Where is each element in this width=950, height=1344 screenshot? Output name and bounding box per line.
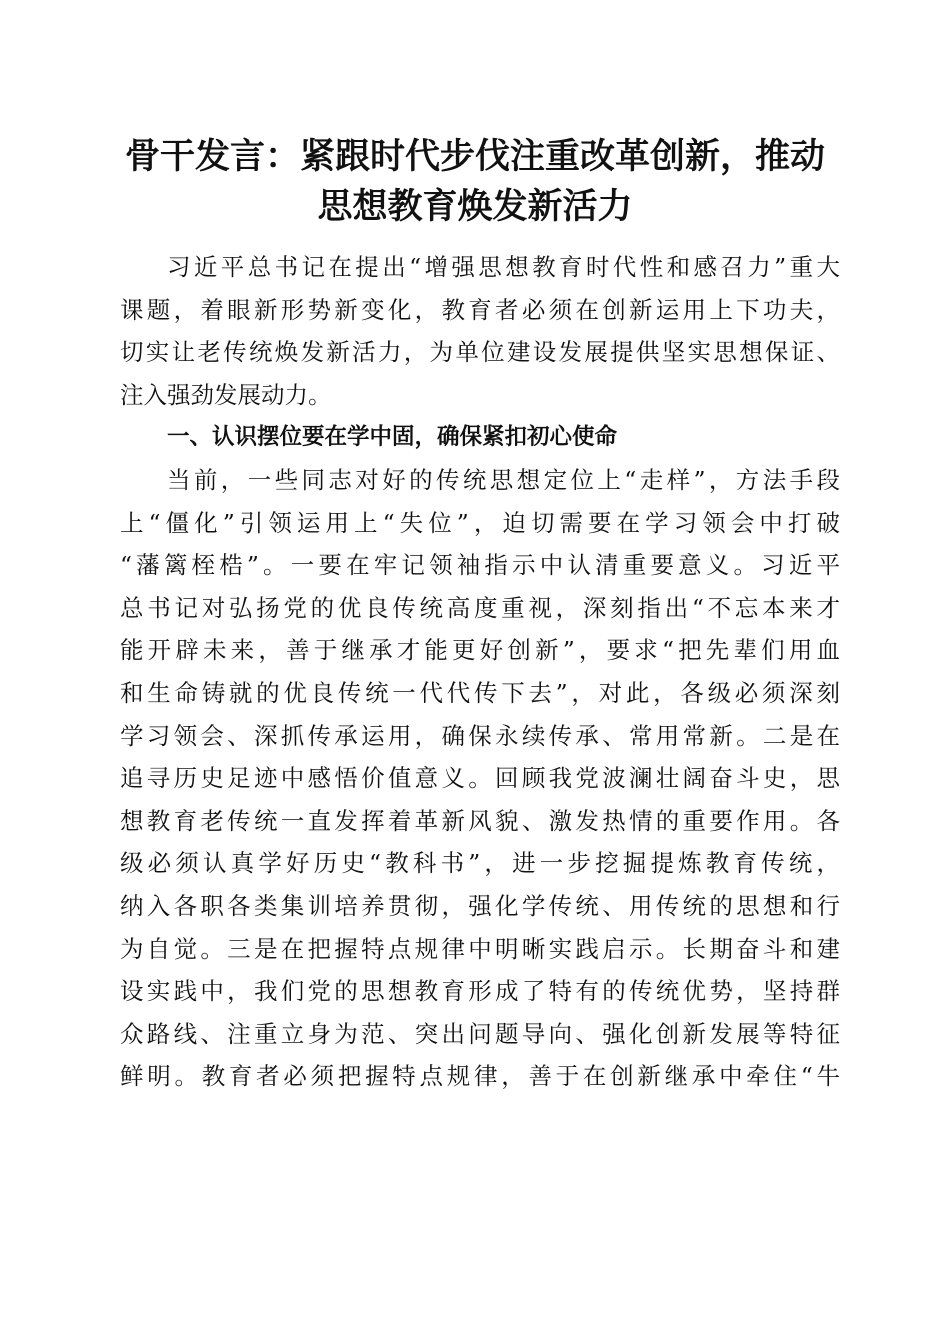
- title-line-2: 思想教育焕发新活力: [317, 186, 633, 227]
- paragraph-line: 追寻历史足迹中感悟价值意义。回顾我党波澜壮阔奋斗史，思: [120, 764, 840, 793]
- paragraph-line: 鲜明。教育者必须把握特点规律，善于在创新继承中牵住“牛: [120, 1062, 840, 1091]
- document-title: [100, 132, 850, 232]
- paragraph-line: 学习领会、深抓传承运用，确保永续传承、常用常新。二是在: [120, 721, 840, 750]
- paragraph-line: 切实让老传统焕发新活力，为单位建设发展提供坚实思想保证、: [120, 338, 840, 367]
- paragraph-line: 众路线、注重立身为范、突出问题导向、强化创新发展等特征: [120, 1019, 840, 1048]
- paragraph-line: 级必须认真学好历史“教科书”，进一步挖掘提炼教育传统，: [120, 849, 840, 878]
- paragraph-line: 当前，一些同志对好的传统思想定位上“走样”，方法手段: [167, 465, 840, 494]
- paragraph-line: 为自觉。三是在把握特点规律中明晰实践启示。长期奋斗和建: [120, 934, 840, 963]
- section-paragraph: [120, 459, 840, 1098]
- intro-paragraph: [120, 246, 840, 416]
- paragraph-line: “藩篱桎梏”。一要在牢记领袖指示中认清重要意义。习近平: [120, 551, 840, 580]
- paragraph-line: 设实践中，我们党的思想教育形成了特有的传统优势，坚持群: [120, 977, 840, 1006]
- section-heading: 一、认识摆位要在学中固，确保紧扣初心使命: [167, 424, 618, 451]
- paragraph-line: 和生命铸就的优良传统一代代传下去”，对此，各级必须深刻: [120, 678, 840, 707]
- title-line-1: 骨干发言：紧跟时代步伐注重改革创新，推动: [124, 136, 825, 177]
- document-body: [120, 246, 840, 1098]
- paragraph-line: 想教育老传统一直发挥着革新风貌、激发热情的重要作用。各: [120, 806, 840, 835]
- paragraph-line: 纳入各职各类集训培养贯彻，强化学传统、用传统的思想和行: [120, 891, 840, 920]
- paragraph-line: 能开辟未来，善于继承才能更好创新”，要求“把先辈们用血: [120, 636, 840, 665]
- paragraph-line: 课题，着眼新形势新变化，教育者必须在创新运用上下功夫，: [120, 295, 840, 324]
- paragraph-line: 上“僵化”引领运用上“失位”，迫切需要在学习领会中打破: [120, 508, 840, 537]
- paragraph-line: 习近平总书记在提出“增强思想教育时代性和感召力”重大: [167, 253, 840, 281]
- paragraph-line: 注入强劲发展动力。: [120, 380, 332, 409]
- paragraph-line: 总书记对弘扬党的优良传统高度重视，深刻指出“不忘本来才: [120, 593, 840, 622]
